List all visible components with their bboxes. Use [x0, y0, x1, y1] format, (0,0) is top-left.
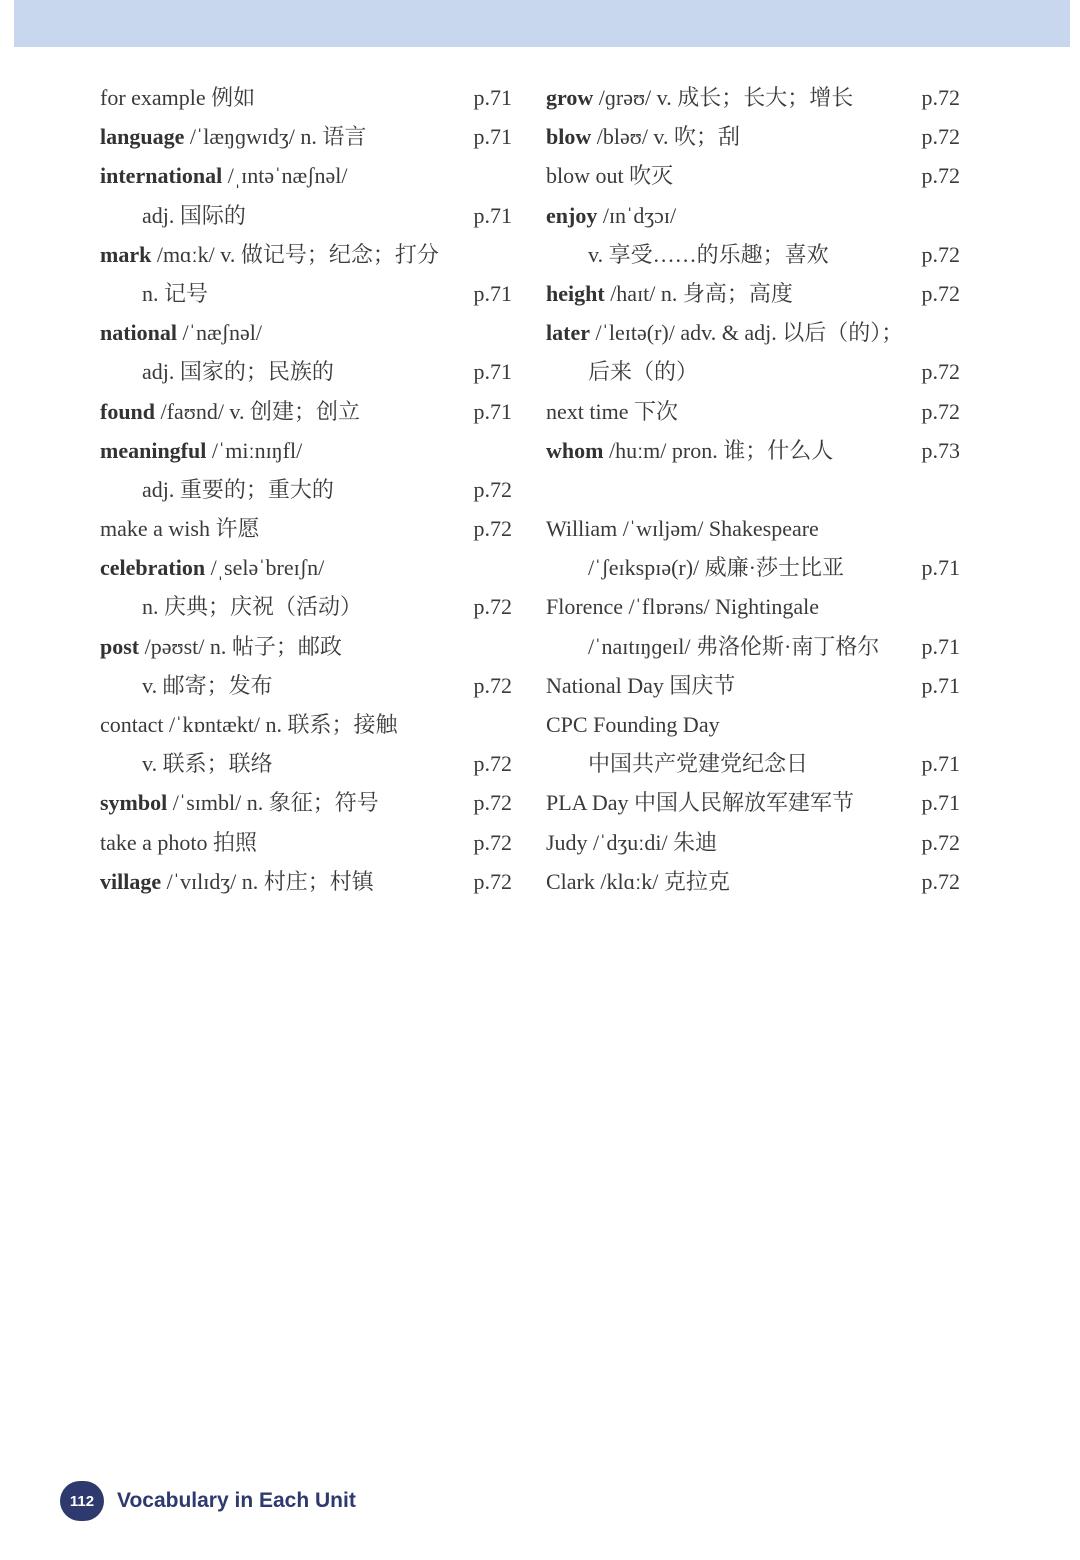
- vocab-entry-text: [546, 548, 844, 587]
- vocab-entry: [546, 587, 960, 626]
- vocab-entry-text: [546, 392, 678, 431]
- vocab-definition: PLA Day 中国人民解放军建军节: [546, 790, 855, 816]
- vocab-entry-text: [546, 627, 879, 666]
- vocab-page-ref: p.72: [473, 751, 512, 777]
- vocab-entry: [546, 783, 960, 822]
- vocab-entry: [100, 548, 512, 587]
- vocab-definition: /haɪt/ n. 身高；高度: [604, 280, 793, 306]
- vocab-definition: /ˈʃeɪkspɪə(r)/ 威廉·莎士比亚: [588, 555, 844, 581]
- vocab-definition: Clark /klɑːk/ 克拉克: [546, 868, 730, 894]
- vocab-page-ref: p.72: [921, 868, 960, 894]
- vocab-definition: n. 庆典；庆祝（活动）: [142, 594, 363, 620]
- vocab-entry-text: [100, 627, 342, 666]
- vocab-entry: [100, 470, 512, 509]
- vocab-page-ref: p.71: [473, 280, 512, 306]
- vocab-entry-text: [546, 862, 730, 901]
- vocab-entry: [100, 705, 512, 744]
- vocab-entry: [100, 392, 512, 431]
- vocab-entry-text: [546, 587, 819, 626]
- vocab-entry-text: [100, 783, 379, 822]
- vocab-page-ref: p.71: [473, 124, 512, 150]
- vocab-definition: /ˈvɪlɪdʒ/ n. 村庄；村镇: [161, 868, 374, 894]
- vocab-entry: [546, 352, 960, 391]
- vocab-headword: international: [100, 163, 223, 189]
- vocab-headword: enjoy: [546, 202, 598, 228]
- vocab-entry: [546, 509, 960, 548]
- vocab-entry-text: [100, 666, 273, 705]
- vocab-entry-text: [100, 235, 439, 274]
- vocab-entry-text: [546, 823, 717, 862]
- vocab-column-right: [546, 78, 960, 901]
- vocab-page-ref: p.72: [473, 516, 512, 542]
- vocab-definition: /ˌseləˈbreɪʃn/: [205, 555, 325, 581]
- vocab-entry-text: [100, 744, 273, 783]
- vocab-entry: [100, 196, 512, 235]
- vocab-entry: [546, 78, 960, 117]
- vocab-page-ref: p.72: [921, 280, 960, 306]
- vocab-entry-text: [546, 313, 903, 352]
- vocab-definition: adj. 重要的；重大的: [142, 476, 334, 502]
- vocab-entry: [546, 196, 960, 235]
- vocab-headword: later: [546, 320, 590, 346]
- vocab-page-ref: p.73: [921, 437, 960, 463]
- vocab-entry-text: [546, 666, 735, 705]
- vocab-entry: [100, 78, 512, 117]
- vocab-page-ref: p.72: [921, 124, 960, 150]
- vocab-entry: [100, 783, 512, 822]
- vocab-entry: [546, 862, 960, 901]
- vocab-definition: CPC Founding Day: [546, 712, 720, 737]
- vocab-definition: adj. 国家的；民族的: [142, 359, 334, 385]
- vocab-page-ref: p.71: [921, 672, 960, 698]
- vocab-entry: [100, 117, 512, 156]
- vocab-entry: [100, 587, 512, 626]
- vocab-entry: [546, 627, 960, 666]
- vocab-entry: [100, 431, 512, 470]
- vocab-entry: [546, 548, 960, 587]
- vocab-definition: /mɑːk/ v. 做记号；纪念；打分: [151, 241, 439, 267]
- vocab-page-ref: p.71: [921, 751, 960, 777]
- vocab-headword: mark: [100, 241, 152, 267]
- vocab-entry-text: [100, 509, 259, 548]
- vocab-headword: meaningful: [100, 437, 207, 463]
- vocab-entry: [100, 509, 512, 548]
- vocab-page-ref: p.71: [921, 633, 960, 659]
- vocab-definition: next time 下次: [546, 398, 678, 424]
- vocab-definition: /ɡrəʊ/ v. 成长；长大；增长: [593, 85, 854, 110]
- vocab-headword: grow: [546, 85, 594, 110]
- vocab-entry-text: [100, 117, 366, 156]
- vocab-entry: [546, 235, 960, 274]
- vocab-page-ref: p.72: [473, 868, 512, 894]
- vocab-entry: [546, 431, 960, 470]
- vocab-page-ref: p.72: [921, 829, 960, 855]
- vocab-entry-text: [546, 509, 819, 548]
- vocab-entry: [546, 313, 960, 352]
- vocab-definition: /ɪnˈdʒɔɪ/: [597, 202, 677, 228]
- vocab-page-ref: p.72: [473, 476, 512, 502]
- vocab-definition: Florence /ˈflɒrəns/ Nightingale: [546, 594, 819, 620]
- vocab-entry-text: [546, 431, 833, 470]
- vocab-page-ref: p.71: [473, 359, 512, 385]
- vocab-entry-text: [100, 823, 257, 862]
- vocab-entry: [100, 666, 512, 705]
- vocab-definition: v. 邮寄；发布: [142, 672, 273, 698]
- vocab-definition: make a wish 许愿: [100, 516, 260, 542]
- page-footer: [60, 1481, 356, 1521]
- vocab-definition: 后来（的）: [588, 359, 699, 385]
- vocab-entry: [100, 744, 512, 783]
- vocab-definition: /ˈlæŋɡwɪdʒ/ n. 语言: [184, 124, 367, 150]
- vocab-definition: v. 享受……的乐趣；喜欢: [588, 241, 829, 267]
- vocab-definition: /huːm/ pron. 谁；什么人: [603, 437, 834, 463]
- vocab-entry: [546, 117, 960, 156]
- vocab-headword: national: [100, 320, 178, 346]
- vocab-headword: village: [100, 868, 162, 894]
- vocab-definition: adj. 国际的: [142, 202, 246, 228]
- vocab-entry: [546, 274, 960, 313]
- vocab-entry: [100, 274, 512, 313]
- vocab-column-left: [100, 78, 512, 901]
- vocab-entry: [546, 823, 960, 862]
- vocab-entry-text: [546, 196, 676, 235]
- vocab-definition: Judy /ˈdʒuːdi/ 朱迪: [546, 829, 718, 855]
- vocab-definition: /ˈnaɪtɪŋɡeɪl/ 弗洛伦斯·南丁格尔: [588, 633, 880, 659]
- header-band: [14, 0, 1070, 47]
- vocab-entry-text: [100, 196, 246, 235]
- vocab-entry-text: [100, 313, 262, 352]
- vocab-definition: William /ˈwɪljəm/ Shakespeare: [546, 516, 819, 542]
- vocab-definition: /pəʊst/ n. 帖子；邮政: [139, 633, 342, 659]
- vocab-entry-text: [546, 705, 720, 744]
- vocab-definition: /ˈmiːnɪŋfl/: [206, 437, 303, 463]
- vocab-page-ref: p.71: [473, 398, 512, 424]
- vocab-headword: language: [100, 124, 185, 150]
- vocab-entry: [100, 823, 512, 862]
- vocab-entry-text: [546, 78, 853, 117]
- vocab-definition: n. 记号: [142, 280, 209, 306]
- vocab-page-ref: p.72: [473, 672, 512, 698]
- vocab-entry-text: [546, 783, 854, 822]
- vocab-headword: celebration: [100, 555, 206, 581]
- vocab-entry: [100, 235, 512, 274]
- vocab-entry: [546, 392, 960, 431]
- vocab-definition: contact /ˈkɒntækt/ n. 联系；接触: [100, 712, 398, 737]
- footer-title: Vocabulary in Each Unit: [117, 1489, 356, 1512]
- vocab-headword: found: [100, 398, 156, 424]
- vocab-definition: /ˈsɪmbl/ n. 象征；符号: [167, 790, 379, 816]
- vocab-entry: [100, 627, 512, 666]
- vocab-entry-text: [100, 548, 324, 587]
- vocab-headword: post: [100, 633, 140, 659]
- vocab-page-ref: p.72: [921, 85, 960, 110]
- vocab-page-ref: p.71: [473, 85, 512, 110]
- vocab-entry: [546, 470, 960, 509]
- vocab-headword: whom: [546, 437, 604, 463]
- vocab-entry-text: [100, 705, 397, 744]
- vocab-entry-text: [100, 587, 362, 626]
- vocab-definition: v. 联系；联络: [142, 751, 273, 777]
- vocab-page-ref: p.71: [473, 202, 512, 228]
- vocab-definition: /faʊnd/ v. 创建；创立: [155, 398, 361, 424]
- vocab-entry-text: [100, 470, 334, 509]
- vocab-headword: height: [546, 280, 605, 306]
- vocab-entry-text: [546, 235, 829, 274]
- vocab-definition: /ˌɪntəˈnæʃnəl/: [222, 163, 348, 189]
- vocab-entry-text: [100, 431, 302, 470]
- vocab-entry-text: [100, 156, 347, 195]
- vocab-definition: National Day 国庆节: [546, 672, 736, 698]
- vocab-entry-text: [100, 862, 374, 901]
- vocab-definition: blow out 吹灭: [546, 163, 674, 189]
- vocab-entry: [100, 352, 512, 391]
- vocab-page-ref: p.72: [473, 790, 512, 816]
- vocab-entry: [546, 156, 960, 195]
- vocab-entry-text: [100, 274, 208, 313]
- vocab-definition: /ˈnæʃnəl/: [177, 320, 262, 346]
- vocab-definition: 中国共产党建党纪念日: [588, 751, 809, 777]
- vocab-headword: blow: [546, 124, 592, 150]
- vocab-entry-text: [546, 352, 698, 391]
- vocab-entry-text: [546, 274, 793, 313]
- vocab-definition: for example 例如: [100, 85, 256, 110]
- vocab-page-ref: p.72: [473, 829, 512, 855]
- vocab-page-ref: p.72: [921, 163, 960, 189]
- vocab-entry-text: [100, 78, 255, 117]
- vocab-entry-text: [546, 744, 808, 783]
- vocab-entry: [100, 313, 512, 352]
- vocab-definition: /ˈleɪtə(r)/ adv. & adj. 以后（的）；: [589, 320, 904, 346]
- vocab-entry-text: [100, 352, 334, 391]
- vocab-entry: [100, 862, 512, 901]
- vocab-page-ref: p.72: [473, 594, 512, 620]
- vocab-entry-text: [546, 156, 673, 195]
- vocab-entry: [546, 744, 960, 783]
- vocab-page-ref: p.72: [921, 241, 960, 267]
- vocab-page-ref: p.71: [921, 555, 960, 581]
- page-number-badge: 112: [60, 1481, 104, 1521]
- vocab-definition: /bləʊ/ v. 吹；刮: [591, 124, 740, 150]
- vocab-page-ref: p.72: [921, 398, 960, 424]
- vocab-entry-text: [100, 392, 360, 431]
- vocab-entry: [546, 666, 960, 705]
- vocab-entry: [546, 705, 960, 744]
- vocab-entry-text: [546, 117, 740, 156]
- vocab-page-ref: p.71: [921, 790, 960, 816]
- vocab-page-ref: p.72: [921, 359, 960, 385]
- vocab-headword: symbol: [100, 790, 168, 816]
- vocab-entry: [100, 156, 512, 195]
- vocab-definition: take a photo 拍照: [100, 829, 258, 855]
